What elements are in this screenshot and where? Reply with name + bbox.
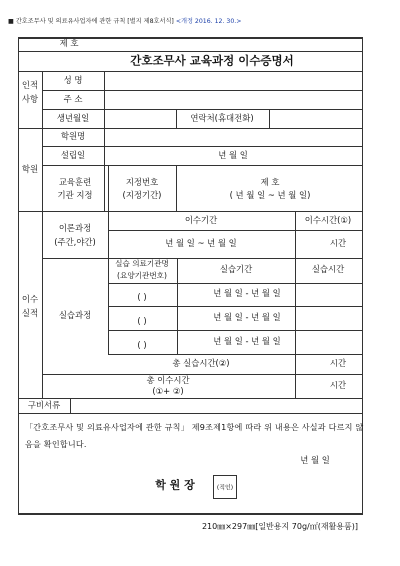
designation-value: 제 호 ( 년 월 일 ~ 년 월 일): [229, 177, 311, 200]
theory-hours-label: 이수시간(①): [304, 215, 352, 226]
name-field[interactable]: [105, 72, 361, 90]
theory-hours-unit: 시간: [329, 238, 347, 249]
practice-hours-label: 실습시간: [311, 264, 345, 275]
established-label: 설립일: [60, 150, 86, 161]
seal-box: [213, 475, 237, 499]
total-completion-label: 총 이수시간 (①+ ②): [146, 375, 190, 396]
practice-row-period: 년 월 일 - 년 월 일: [213, 312, 281, 323]
address-label: 주 소: [63, 94, 83, 105]
theory-course-label: 이론과정 (주간,야간): [54, 223, 96, 247]
documents-field[interactable]: [71, 399, 361, 412]
established-date: 년 월 일: [218, 150, 248, 161]
designation-label: 교육훈련 기관 지정: [57, 177, 93, 200]
seal-label: (직인): [216, 484, 234, 492]
director-label: 학 원 장: [155, 478, 195, 492]
issue-date: 년 월 일: [300, 455, 330, 466]
form-header-title: ■ 간호조무사 및 의료유사업자에 관한 규칙 [별지 제8호서식]: [8, 18, 174, 25]
total-completion-unit: 시간: [329, 380, 347, 391]
academy-name-field[interactable]: [105, 129, 361, 146]
completion-section-label: 이수 실적: [21, 294, 39, 318]
confirmation-text: 「간호조무사 및 의료유사업자에 관한 규칙」 제9조제1항에 따라 위 내용은 사실과 다르지 않음을 확인합니다.: [25, 422, 364, 449]
total-practice-label: 총 실습시간(②): [172, 358, 230, 369]
birth-field[interactable]: [105, 110, 175, 128]
total-practice-unit: 시간: [329, 358, 347, 369]
theory-period-value: 년 월 일 ~ 년 월 일: [165, 238, 237, 249]
personal-section-label: 인적 사항: [21, 80, 39, 104]
name-label: 성 명: [63, 75, 83, 86]
birth-label: 생년월일: [56, 113, 90, 124]
contact-label: 연락처(휴대전화): [190, 113, 254, 124]
form-title: 간호조무사 교육과정 이수증명서: [130, 53, 294, 68]
practice-course-label: 실습과정: [58, 310, 92, 321]
practice-row-code: ( ): [137, 316, 147, 327]
paper-spec: 210㎜×297㎜[일반용지 70g/㎡(재활용품)]: [201, 522, 358, 531]
theory-period-label: 이수기간: [184, 215, 218, 226]
designation-number-label: 지정번호 (지정기간): [122, 177, 162, 200]
practice-institution-label: 실습 의료기관명 (요양기관번호): [115, 259, 169, 280]
documents-label: 구비서류: [27, 400, 61, 411]
form-revision: <개정 2016. 12. 30.>: [175, 18, 242, 25]
practice-row-code: ( ): [137, 340, 147, 351]
academy-section-label: 학원: [21, 164, 39, 175]
practice-row-period: 년 월 일 - 년 월 일: [213, 288, 281, 299]
academy-name-label: 학원명: [60, 131, 86, 142]
practice-period-label: 실습기간: [219, 264, 253, 275]
practice-row-period: 년 월 일 - 년 월 일: [213, 336, 281, 347]
practice-row-code: ( ): [137, 292, 147, 303]
address-field[interactable]: [105, 91, 361, 109]
contact-field[interactable]: [270, 110, 361, 128]
form-number-label: 제 호: [59, 38, 79, 49]
